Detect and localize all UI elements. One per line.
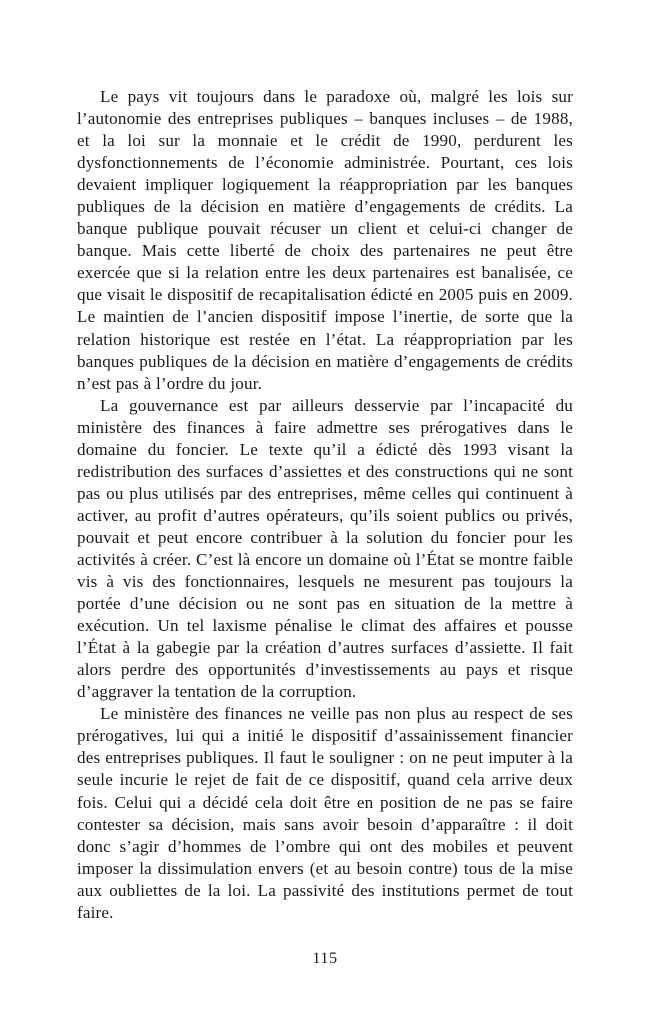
paragraph: Le pays vit toujours dans le paradoxe où, malgré les lois sur l’autonomie des entreprises publiques – banques incluses – de 1988, et la loi sur la monnaie et le crédit de 1990, perdurent les dysfonctionnements de l’économie administrée. Pourtant, ces lois devaient impliquer logiquement la réappropriation par les banques publiques de la décision en matière d’engagements de crédits. La banque publique pouvait récuser un client et celui-ci changer de banque. Mais cette liberté de choix des partenaires ne peut être exercée que si la relation entre les deux partenaires est banalisée, ce que visait le dispositif de recapitalisation édicté en 2005 puis en 2009. Le maintien de l’ancien dispositif impose l’inertie, de sorte que la relation historique est restée en l’état. La réappropriation par les banques publiques de la décision en matière d’engagements de crédits n’est pas à l’ordre du jour. <box>77 87 573 393</box>
page-number: 115 <box>312 949 338 967</box>
paragraph: La gouvernance est par ailleurs desservie par l’incapacité du ministère des finances à faire admettre ses prérogatives dans le domaine du foncier. Le texte qu’il a édicté dès 1993 visant la redistribution des surfaces d’assiettes et des constructions qui ne sont pas ou plus utilisés par des entreprises, même celles qui continuent à activer, au profit d’autres opérateurs, qu’ils soient publics ou privés, pouvait et peut encore contribuer à la solution du foncier pour les activités à créer. C’est là encore un domaine où l’État se montre faible vis à vis des fonctionnaires, lesquels ne mesurent pas toujours la portée d’une décision ou ne sont pas en situation de la mettre à exécution. Un tel laxisme pénalise le climat des affaires et pousse l’État à la gabegie par la création d’autres surfaces d’assiette. Il fait alors perdre des opportunités d’investissements au pays et risque d’aggraver la tentation de la corruption. <box>77 395 573 702</box>
body-text-block <box>77 86 573 924</box>
paragraph: Le ministère des finances ne veille pas non plus au respect de ses prérogatives, lui qui a initié le dispositif d’assainissement financier des entreprises publiques. Il faut le souligner : on ne peut imputer à la seule incurie le rejet de fait de ce dispositif, quand cela arrive deux fois. Celui qui a décidé cela doit être en position de ne pas se faire contester sa décision, mais sans avoir besoin d’apparaître : il doit donc s’agir d’hommes de l’ombre qui ont des mobiles et peuvent imposer la dissimulation envers (et au besoin contre) tous de la mise aux oubliettes de la loi. La passivité des institutions permet de tout faire. <box>77 704 573 922</box>
